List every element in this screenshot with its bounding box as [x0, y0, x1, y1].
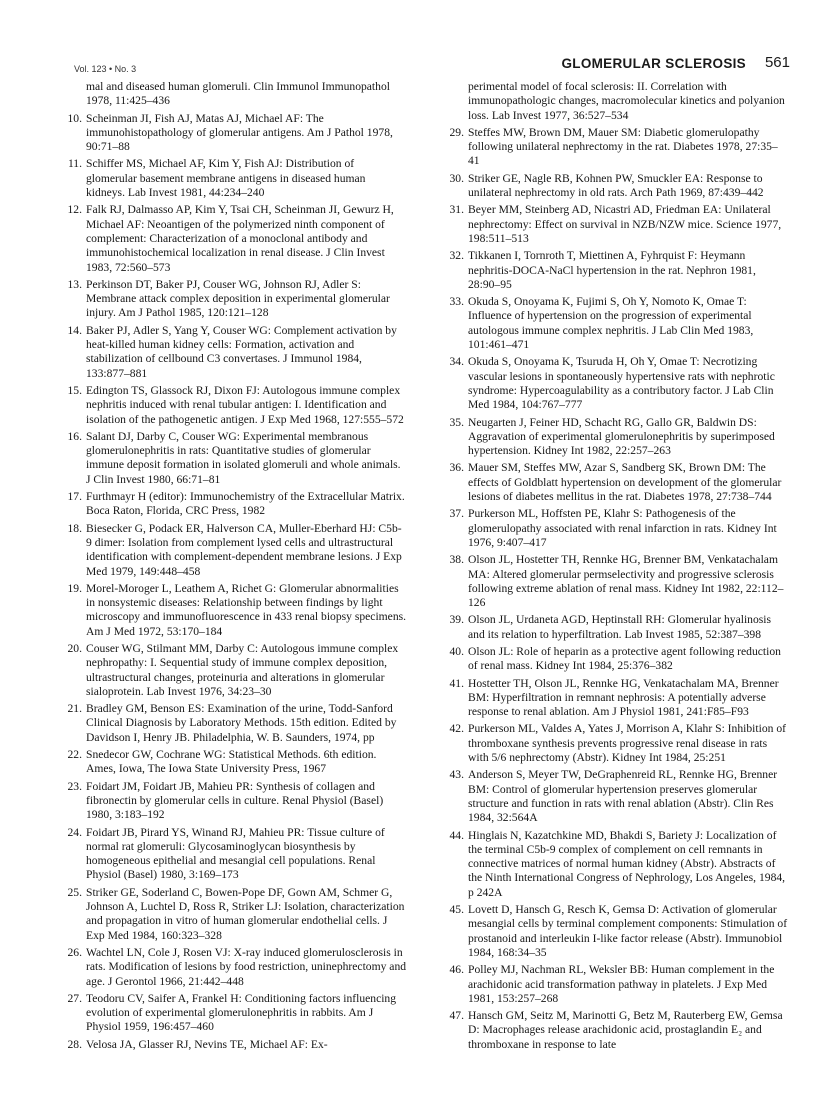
reference-text: Velosa JA, Glasser RJ, Nevins TE, Michael AF: Ex- [86, 1037, 328, 1051]
reference-item [444, 416, 789, 459]
reference-item [444, 203, 789, 246]
reference-number: 44. [449, 828, 464, 842]
page-number: 561 [764, 54, 790, 71]
reference-item [444, 768, 789, 825]
reference-item [62, 430, 407, 487]
reference-text: Neugarten J, Feiner HD, Schacht RG, Gallo GR, Baldwin DS: Aggravation of experimental glomerulonephritis by superimposed hypertension. Kidney Int 1982, 22:257–263 [468, 415, 775, 458]
reference-text: Foidart JM, Foidart JB, Mahieu PR: Synthesis of collagen and fibronectin by glomerular cells in culture. Renal Physiol (Basel) 1980, 3:183–192 [86, 779, 384, 822]
reference-number: 37. [449, 507, 464, 521]
reference-text: Edington TS, Glassock RJ, Dixon FJ: Autologous immune complex nephritis induced with renal tubular antigen: I. Identification and isolation of the pathogenetic antigen. J Exp Med 1968, 127:555–572 [86, 383, 404, 426]
reference-text: Biesecker G, Podack ER, Halverson CA, Muller-Eberhard HJ: C5b-9 dimer: Isolation from complement lysed cells and ultrastructural identification with complement-dependent membrane lesions. J Exp Med 1979, 149:448–458 [86, 521, 402, 578]
reference-number: 22. [67, 748, 82, 762]
reference-item [62, 886, 407, 943]
reference-text: Polley MJ, Nachman RL, Weksler BB: Human complement in the arachidonic acid transformation pathway in platelets. J Exp Med 1981, 153:257–268 [468, 963, 775, 1005]
volume-issue: Vol. 123 • No. 3 [74, 64, 137, 74]
reference-item [62, 157, 407, 200]
reference-text: Falk RJ, Dalmasso AP, Kim Y, Tsai CH, Scheinman JI, Gewurz H, Michael AF: Neoantigen of the polymerized ninth component of complement: Characterization of a monoclonal antibody and immunohistochemical localization in renal disease. J Clin Invest 1983, 72:560–573 [86, 203, 394, 274]
reference-item [444, 963, 789, 1006]
reference-item [62, 112, 407, 155]
reference-item [62, 702, 407, 745]
reference-text: Striker GE, Soderland C, Bowen-Pope DF, Gown AM, Schmer G, Johnson A, Luchtel D, Ross R, Striker LJ: Isolation, characterization and propagation in vitro of human glomerular endothelial cells. J Exp Med 1984, 160:323–328 [86, 885, 405, 942]
reference-item [62, 324, 407, 381]
reference-item [62, 490, 407, 519]
reference-text: Teodoru CV, Saifer A, Frankel H: Conditioning factors influencing evolution of experimental glomerulonephritis in rabbits. Am J Physiol 1959, 196:457–460 [86, 991, 397, 1034]
reference-number: 35. [449, 415, 464, 429]
reference-number: 21. [67, 702, 82, 716]
reference-number: 30. [449, 171, 464, 185]
reference-text: Schiffer MS, Michael AF, Kim Y, Fish AJ: Distribution of glomerular basement membrane antigens in diseased human kidneys. Lab Invest 1981, 44:234–240 [86, 157, 366, 200]
reference-text: Striker GE, Nagle RB, Kohnen PW, Smuckler EA: Response to unilateral nephrectomy in old rats. Arch Path 1969, 87:439–442 [468, 171, 764, 200]
reference-number: 17. [67, 490, 82, 504]
reference-number: 23. [67, 779, 82, 793]
reference-number: 27. [67, 991, 82, 1005]
reference-text: Okuda S, Onoyama K, Fujimi S, Oh Y, Nomoto K, Omae T: Influence of hypertension on the progression of experimental autologous immune complex nephritis. J Lab Clin Med 1983, 101:461–471 [468, 295, 754, 352]
reference-item [444, 461, 789, 504]
reference-text: Bradley GM, Benson ES: Examination of the urine, Todd-Sanford Clinical Diagnosis by Laboratory Methods. 15th edition. Edited by Davidson I, Henry JB. Philadelphia, W. B. Saunders, 1974, pp [86, 702, 397, 744]
reference-item [62, 826, 407, 883]
reference-text: Baker PJ, Adler S, Yang Y, Couser WG: Complement activation by heat-killed human kidney cells: Formation, activation and stabilization of cellbound C3 convertases. J Immunol 1984, 133:877–881 [86, 323, 397, 380]
reference-item [444, 249, 789, 292]
reference-item [444, 722, 789, 765]
reference-continuation: perimental model of focal sclerosis: II. Correlation with immunopathologic changes, macromolecular kinetics and polyanion loss. Lab Invest 1977, 36:527–534 [468, 80, 785, 122]
reference-text: Furthmayr H (editor): Immunochemistry of the Extracellular Matrix. Boca Raton, Florida, CRC Press, 1982 [86, 490, 405, 518]
reference-number: 10. [67, 111, 82, 125]
reference-text: Couser WG, Stilmant MM, Darby C: Autologous immune complex nephropathy: I. Sequential study of immune complex deposition, ultrastructural changes, proteinuria and alterations in glomerular sialoprotein. Lab Invest 1976, 34:23–30 [86, 641, 399, 698]
reference-item [62, 278, 407, 321]
reference-number: 45. [449, 903, 464, 917]
reference-text: Salant DJ, Darby C, Couser WG: Experimental membranous glomerulonephritis in rats: Quantitative studies of glomerular immune deposit formation in isolated glomeruli and whole animals. J Clin Invest 1980, 66:71–81 [86, 429, 401, 486]
reference-number: 42. [449, 722, 464, 736]
reference-text: Steffes MW, Brown DM, Mauer SM: Diabetic glomerulopathy following unilateral nephrectomy in the rat. Diabetes 1978, 27:35–41 [468, 125, 778, 168]
reference-text: Anderson S, Meyer TW, DeGraphenreid RL, Rennke HG, Brenner BM: Control of glomerular hypertension preserves glomerular structure and function in rats with renal ablation (Abstr). Clin Res 1984, 32:564A [468, 768, 778, 825]
reference-item [444, 295, 789, 352]
reference-number: 26. [67, 945, 82, 959]
reference-text: Hansch GM, Seitz M, Marinotti G, Betz M, Rauterberg EW, Gemsa D: Macrophages release arachidonic acid, prostaglandin E₂ and thromboxane in response to late [468, 1009, 783, 1051]
reference-number: 32. [449, 249, 464, 263]
reference-number: 39. [449, 613, 464, 627]
reference-continuation: mal and diseased human glomeruli. Clin Immunol Immunopathol 1978, 11:425–436 [86, 80, 390, 108]
reference-item [444, 355, 789, 412]
reference-number: 31. [449, 203, 464, 217]
reference-item [444, 613, 789, 642]
reference-number: 43. [449, 768, 464, 782]
reference-item [444, 172, 789, 201]
reference-text: Lovett D, Hansch G, Resch K, Gemsa D: Activation of glomerular mesangial cells by terminal complement components: Stimulation of prostanoid and interleukin I-like factor release (Abstr). Immunobiol 1984, 168:34–35 [468, 903, 788, 959]
reference-text: Hostetter TH, Olson JL, Rennke HG, Venkatachalam MA, Brenner BM: Hyperfiltration in remnant nephrosis: A potentially adverse response to renal ablation. Am J Physiol 1981, 241:F85–F93 [468, 676, 779, 719]
reference-number: 28. [67, 1037, 82, 1051]
reference-item [62, 522, 407, 579]
reference-text: Purkerson ML, Valdes A, Yates J, Morrison A, Klahr S: Inhibition of thromboxane synthesis prevents progressive renal disease in rats with 5/6 nephrectomy (Abstr). Kidney Int 1984, 25:251 [468, 722, 786, 765]
reference-number: 33. [449, 295, 464, 309]
reference-text: Foidart JB, Pirard YS, Winand RJ, Mahieu PR: Tissue culture of normal rat glomeruli: Glycosaminoglycan biosynthesis by homogeneous epithelial and mesangial cell populations. Renal Physiol (Basel) 1980, 3:169–173 [86, 825, 385, 882]
reference-number: 40. [449, 644, 464, 658]
reference-item [62, 582, 407, 639]
reference-number: 24. [67, 825, 82, 839]
reference-item [62, 780, 407, 823]
reference-text: Olson JL, Urdaneta AGD, Heptinstall RH: Glomerular hyalinosis and its relation to hyperfiltration. Lab Invest 1985, 52:387–398 [468, 613, 772, 641]
reference-number: 29. [449, 125, 464, 139]
reference-item [62, 748, 407, 777]
reference-text: Morel-Moroger L, Leathem A, Richet G: Glomerular abnormalities in nonsystemic diseases: Relationship between findings by light microscopy and immunofluorescence in 433 renal biopsy specimens. Am J Med 1972, 53:170–184 [86, 581, 407, 638]
reference-item [444, 903, 789, 960]
reference-number: 12. [67, 203, 82, 217]
reference-number: 16. [67, 429, 82, 443]
reference-item [62, 642, 407, 699]
reference-item [62, 384, 407, 427]
reference-item [62, 1038, 407, 1052]
reference-item [444, 1009, 789, 1052]
reference-number: 20. [67, 641, 82, 655]
reference-item [444, 645, 789, 674]
reference-item [62, 203, 407, 274]
reference-number: 11. [67, 157, 82, 171]
reference-text: Purkerson ML, Hoffsten PE, Klahr S: Pathogenesis of the glomerulopathy associated with renal infarction in rats. Kidney Int 1976, 9:407–417 [468, 507, 777, 549]
reference-text: Olson JL, Hostetter TH, Rennke HG, Brenner BM, Venkatachalam MA: Altered glomerular permselectivity and progressive sclerosis following extreme ablation of renal mass. Kidney Int 1982, 22:112–126 [468, 553, 784, 610]
reference-text: Olson JL: Role of heparin as a protective agent following reduction of renal mass. Kidney Int 1984, 25:376–382 [468, 644, 781, 673]
reference-number: 38. [449, 553, 464, 567]
reference-text: Snedecor GW, Cochrane WG: Statistical Methods. 6th edition. Ames, Iowa, The Iowa State University Press, 1967 [86, 748, 377, 776]
reference-column-right [444, 80, 789, 1055]
reference-item [444, 829, 789, 900]
reference-number: 19. [67, 581, 82, 595]
page-header [28, 46, 790, 76]
reference-item [444, 126, 789, 169]
reference-item [444, 507, 789, 550]
reference-column-left [62, 80, 407, 1055]
reference-number: 47. [449, 1009, 464, 1023]
reference-text: Scheinman JI, Fish AJ, Matas AJ, Michael AF: The immunohistopathology of glomerular antigens. Am J Pathol 1978, 90:71–88 [86, 111, 393, 154]
reference-number: 41. [449, 676, 464, 690]
running-title: GLOMERULAR SCLEROSIS [561, 56, 746, 71]
reference-item [444, 553, 789, 610]
reference-number: 15. [67, 383, 82, 397]
reference-text: Okuda S, Onoyama K, Tsuruda H, Oh Y, Omae T: Necrotizing vascular lesions in spontaneously hypertensive rats with nephrotic syndrome: Hypercoagulability as a contributory factor. J Lab Clin Med 1984, 104:767–777 [468, 355, 775, 412]
reference-text: Mauer SM, Steffes MW, Azar S, Sandberg SK, Brown DM: The effects of Goldblatt hypertension on development of the glomerular lesions of diabetes mellitus in the rat. Diabetes 1978, 27:738–744 [468, 461, 782, 504]
reference-number: 36. [449, 461, 464, 475]
reference-number: 18. [67, 521, 82, 535]
reference-text: Wachtel LN, Cole J, Rosen VJ: X-ray induced glomerulosclerosis in rats. Modification of lesions by food restriction, uninephrectomy and age. J Gerontol 1966, 21:442–448 [86, 945, 407, 988]
reference-item [444, 677, 789, 720]
reference-text: Beyer MM, Steinberg AD, Nicastri AD, Friedman EA: Unilateral nephrectomy: Effect on survival in NZB/NZW mice. Science 1977, 198:511–513 [468, 203, 782, 245]
reference-text: Tikkanen I, Tornroth T, Miettinen A, Fyhrquist F: Heymann nephritis-DOCA-NaCl hypertension in the rat. Nephron 1981, 28:90–95 [468, 249, 756, 291]
reference-text: Hinglais N, Kazatchkine MD, Bhakdi S, Bariety J: Localization of the terminal C5b-9 complex of complement on cell remnants in connective matrices of normal human kidney (Abstr). Abstracts of the Ninth International Congress of Nephrology, Los Angeles, 1984, p 242A [468, 828, 786, 899]
reference-item [62, 946, 407, 989]
reference-number: 46. [449, 963, 464, 977]
reference-item [62, 992, 407, 1035]
reference-text: Perkinson DT, Baker PJ, Couser WG, Johnson RJ, Adler S: Membrane attack complex deposition in experimental glomerular injury. Am J Pathol 1985, 120:121–128 [86, 277, 390, 320]
reference-number: 13. [67, 277, 82, 291]
reference-number: 34. [449, 355, 464, 369]
reference-number: 14. [67, 323, 82, 337]
reference-number: 25. [67, 885, 82, 899]
